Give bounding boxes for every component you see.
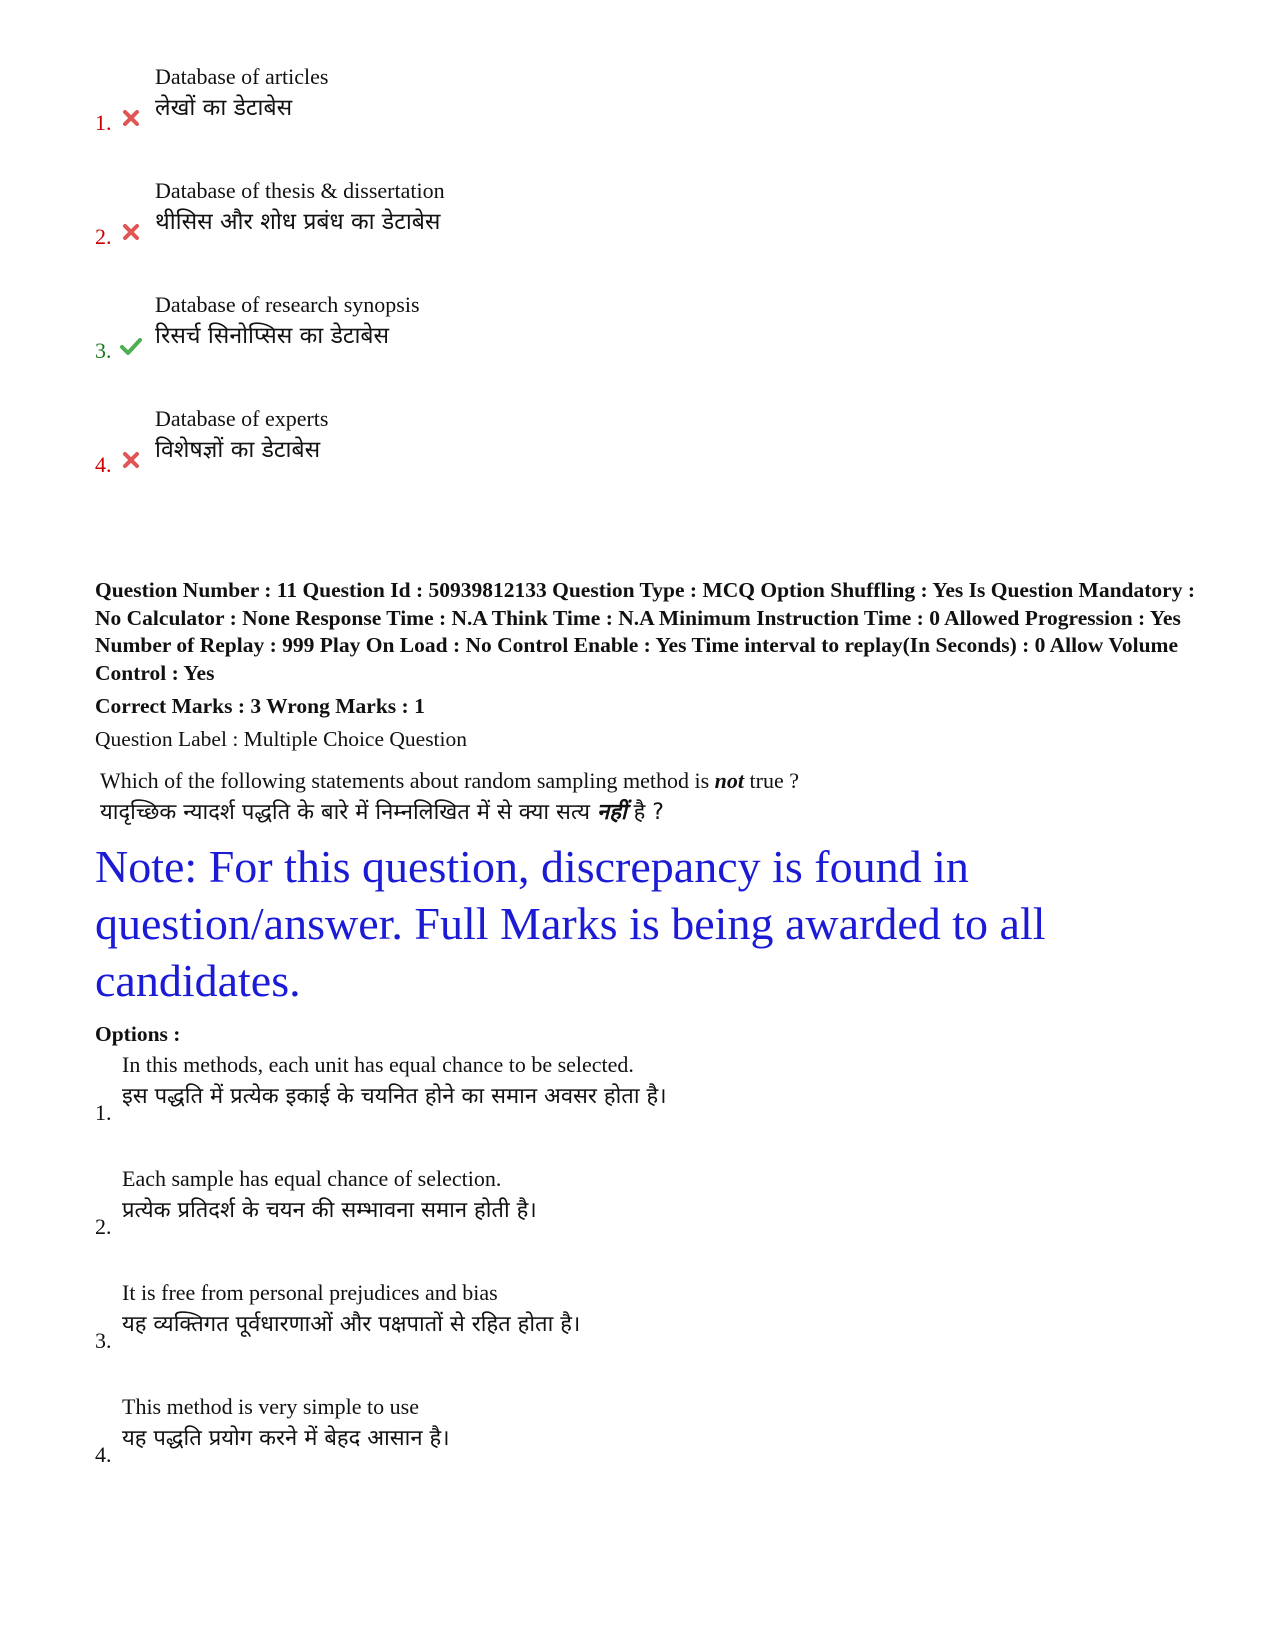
check-icon: [119, 334, 143, 358]
option-number: 2.: [95, 224, 112, 249]
option-2: [95, 1166, 995, 1266]
option-text-hindi: लेखों का डेटाबेस: [155, 95, 293, 121]
question-text-emphasis: not: [714, 768, 745, 793]
option-number: 1.: [95, 110, 112, 135]
option-text-hindi: विशेषज्ञों का डेटाबेस: [155, 437, 321, 463]
question-text-hindi: [100, 796, 664, 826]
option-text-english: Database of articles: [155, 64, 329, 89]
option-text-english: It is free from personal prejudices and bias: [122, 1280, 498, 1305]
previous-option-3: [95, 292, 795, 392]
option-3: [95, 1280, 995, 1380]
option-number: 4.: [95, 452, 112, 477]
options-heading: Options :: [95, 1022, 181, 1046]
option-4: [95, 1394, 995, 1494]
question-metadata: Question Number : 11 Question Id : 50939812133 Question Type : MCQ Option Shuffling : Yes Is Question Mandatory : No Calculator : None Response Time : N.A Think Time : N.A Minimum Instruction Time : 0 Allowed Progression : Yes Number of Replay : 999 Play On Load : No Control Enable : Yes Time interval to replay(In Seconds) : 0 Allow Volume Control : Yes: [95, 578, 1195, 685]
option-text-english: Each sample has equal chance of selection.: [122, 1166, 502, 1191]
option-text-hindi: रिसर्च सिनोप्सिस का डेटाबेस: [155, 323, 390, 349]
option-number: 3.: [95, 338, 112, 363]
option-number: 2.: [95, 1214, 112, 1239]
option-text-english: Database of thesis & dissertation: [155, 178, 445, 203]
cross-icon: [119, 448, 143, 472]
question-text-part: true ?: [744, 768, 799, 793]
previous-option-1: [95, 64, 795, 164]
question-marks: Correct Marks : 3 Wrong Marks : 1: [95, 694, 425, 718]
previous-option-4: [95, 406, 795, 506]
question-text-english: [100, 768, 799, 794]
question-text-part: यादृच्छिक न्यादर्श पद्धति के बारे में निम्नलिखित में से क्या सत्य: [100, 800, 598, 825]
option-text-hindi: थीसिस और शोध प्रबंध का डेटाबेस: [155, 209, 441, 235]
question-text-part: है ?: [626, 800, 664, 825]
option-text-hindi: प्रत्येक प्रतिदर्श के चयन की सम्भावना समान होती है।: [122, 1198, 537, 1223]
cross-icon: [119, 220, 143, 244]
option-number: 4.: [95, 1442, 112, 1467]
question-label: Question Label : Multiple Choice Question: [95, 727, 468, 751]
option-1: [95, 1052, 995, 1152]
option-text-english: This method is very simple to use: [122, 1394, 419, 1419]
cross-icon: [119, 106, 143, 130]
option-text-english: Database of experts: [155, 406, 329, 431]
question-text-emphasis: नहीं: [597, 800, 627, 825]
previous-option-2: [95, 178, 795, 278]
option-text-english: In this methods, each unit has equal chance to be selected.: [122, 1052, 634, 1077]
question-text-part: Which of the following statements about random sampling method is: [100, 768, 715, 793]
discrepancy-note: Note: For this question, discrepancy is found in question/answer. Full Marks is being awarded to all candidates.: [95, 841, 1046, 1006]
option-number: 3.: [95, 1328, 112, 1353]
option-number: 1.: [95, 1100, 112, 1125]
option-text-english: Database of research synopsis: [155, 292, 420, 317]
option-text-hindi: यह व्यक्तिगत पूर्वधारणाओं और पक्षपातों से रहित होता है।: [122, 1312, 581, 1337]
option-text-hindi: यह पद्धति प्रयोग करने में बेहद आसान है।: [122, 1426, 450, 1451]
option-text-hindi: इस पद्धति में प्रत्येक इकाई के चयनित होने का समान अवसर होता है।: [122, 1084, 667, 1109]
